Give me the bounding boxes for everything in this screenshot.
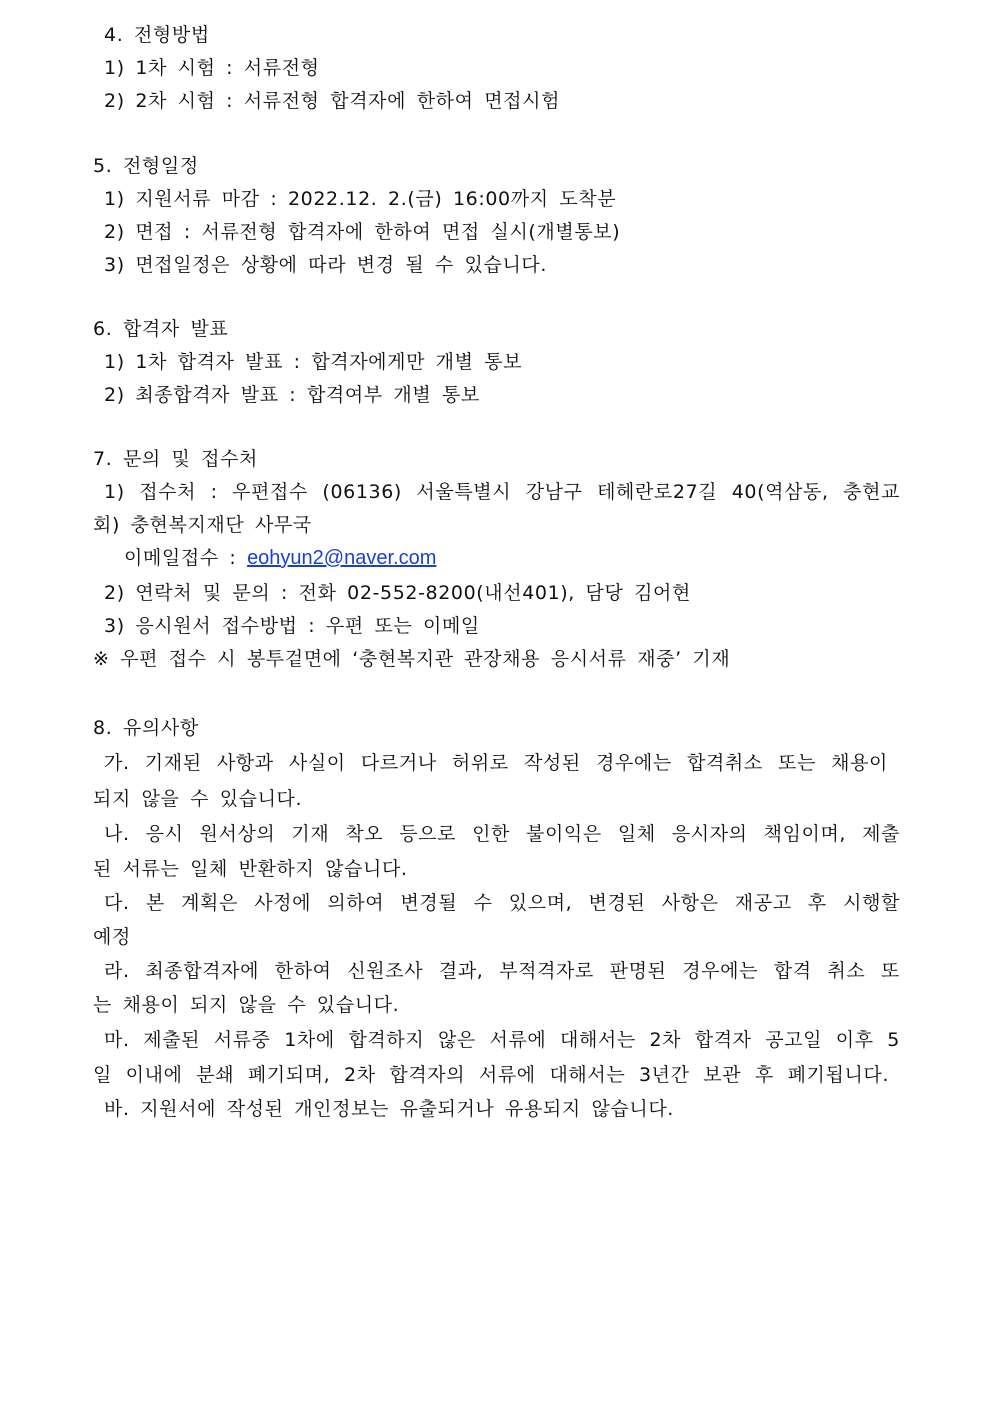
section-7-item-3: 3) 응시원서 접수방법 : 우편 또는 이메일 xyxy=(104,615,480,637)
section-8-da-line-1: 다. 본 계획은 사정에 의하여 변경될 수 있으며, 변경된 사항은 재공고 후 시행할 xyxy=(104,892,900,914)
section-8-ra-line-2: 는 채용이 되지 않을 수 있습니다. xyxy=(93,994,400,1016)
section-6-item-1: 1) 1차 합격자 발표 : 합격자에게만 개별 통보 xyxy=(104,351,523,373)
section-5-heading: 5. 전형일정 xyxy=(93,155,199,177)
email-row xyxy=(124,545,436,571)
section-7-heading: 7. 문의 및 접수처 xyxy=(93,448,258,470)
section-8-ga-line-1: 가. 기재된 사항과 사실이 다르거나 허위로 작성된 경우에는 합격취소 또는 채용이 xyxy=(104,752,888,774)
section-6-heading: 6. 합격자 발표 xyxy=(93,318,229,340)
section-8-heading: 8. 유의사항 xyxy=(93,717,199,739)
section-7-item-1-line-2: 회) 충현복지재단 사무국 xyxy=(93,514,312,536)
section-7-note: ※ 우편 접수 시 봉투겉면에 ‘충현복지관 관장채용 응시서류 재중’ 기재 xyxy=(93,648,731,670)
section-4-item-2: 2) 2차 시험 : 서류전형 합격자에 한하여 면접시험 xyxy=(104,90,561,112)
section-8-da-line-2: 예정 xyxy=(93,926,131,948)
section-6-item-2: 2) 최종합격자 발표 : 합격여부 개별 통보 xyxy=(104,384,480,406)
section-4-heading: 4. 전형방법 xyxy=(104,24,210,46)
section-5-item-2: 2) 면접 : 서류전형 합격자에 한하여 면접 실시(개별통보) xyxy=(104,221,621,243)
section-5-item-1: 1) 지원서류 마감 : 2022.12. 2.(금) 16:00까지 도착분 xyxy=(104,188,617,210)
section-8-ra-line-1: 라. 최종합격자에 한하여 신원조사 결과, 부적격자로 판명된 경우에는 합격 취소 또 xyxy=(104,960,900,982)
section-8-ma-line-2: 일 이내에 분쇄 폐기되며, 2차 합격자의 서류에 대해서는 3년간 보관 후 폐기됩니다. xyxy=(93,1064,889,1086)
section-8-na-line-2: 된 서류는 일체 반환하지 않습니다. xyxy=(93,858,408,880)
section-8-ba-line-1: 바. 지원서에 작성된 개인정보는 유출되거나 유용되지 않습니다. xyxy=(104,1098,674,1120)
section-8-ga-line-2: 되지 않을 수 있습니다. xyxy=(93,788,303,810)
email-link[interactable]: eohyun2@naver.com xyxy=(247,547,437,569)
email-label: 이메일접수 : xyxy=(124,547,248,569)
section-8-ma-line-1: 마. 제출된 서류중 1차에 합격하지 않은 서류에 대해서는 2차 합격자 공고일 이후 5 xyxy=(104,1029,900,1051)
section-4-item-1: 1) 1차 시험 : 서류전형 xyxy=(104,57,320,79)
section-5-item-3: 3) 면접일정은 상황에 따라 변경 될 수 있습니다. xyxy=(104,254,547,276)
section-8-na-line-1: 나. 응시 원서상의 기재 착오 등으로 인한 불이익은 일체 응시자의 책임이며, 제출 xyxy=(104,823,900,845)
section-7-item-1-line-1: 1) 접수처 : 우편접수 (06136) 서울특별시 강남구 테헤란로27길 40(역삼동, 충현교 xyxy=(104,481,900,503)
section-7-item-2: 2) 연락처 및 문의 : 전화 02-552-8200(내선401), 담당 김어현 xyxy=(104,582,691,604)
